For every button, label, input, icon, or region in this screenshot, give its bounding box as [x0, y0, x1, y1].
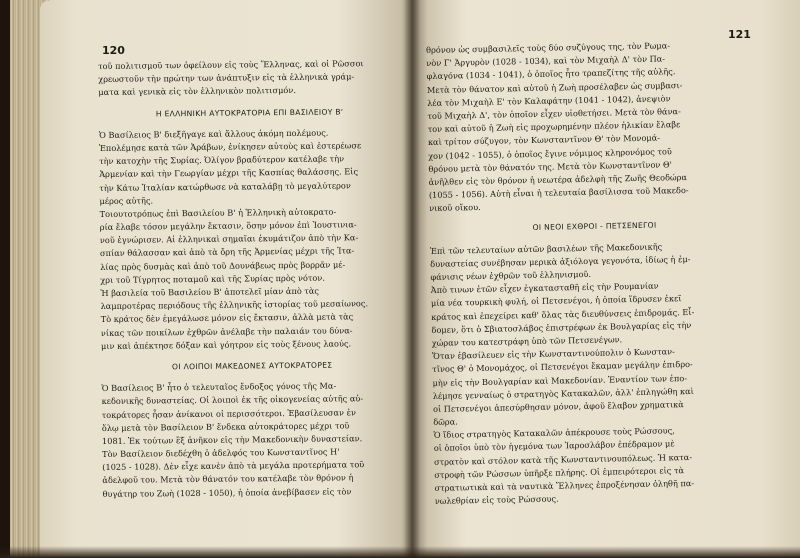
- text-line: νοῦ ἐγνώρισεν. Αἱ ἑλληνικαὶ σημαῖαι ἐκυμάτιζον ἀπὸ τὴν Κα-: [99, 232, 359, 246]
- text-line: φλαγόνα (1034 - 1041), ὁ ὁποῖος ἦτο τραπεζίτης τῆς αὐλῆς.: [426, 66, 676, 82]
- text-line: Ὁ Βασίλειος Β' διεξῆγαγε καὶ ἄλλους ἀκόμη πολέμους.: [98, 127, 329, 140]
- text-line: (1025 - 1028). Δὲν εἶχε κανὲν ἀπὸ τὰ μεγάλα προτερήματα τοῦ: [102, 459, 365, 473]
- bottom-shadow: [0, 546, 800, 558]
- left-page-text: [98, 57, 405, 501]
- text-line: λέα τὸν Μιχαὴλ Ε' τὸν Καλαφάτην (1041 - 1042), ἀνεψιὸν: [427, 93, 671, 108]
- text-line: θρόνον ὡς συμβασιλεῖς τοὺς δύο συζύγους της, τὸν Ρωμα-: [426, 40, 671, 55]
- text-line: Ὁ Βασίλειος Β' ἦτο ὁ τελευταῖος ἔνδοξος γόνος τῆς Μα-: [101, 380, 337, 394]
- text-line: στροφὴ τῶν Ρώσσων ὑπῆρξε πλήρης. Οἱ ἐμπειρότεροι εἰς τὰ: [434, 464, 685, 480]
- text-line: Τὸ κράτος δὲν ἐμεγάλωσε μόνον εἰς ἔκτασιν, ἀλλὰ μετὰ τὰς: [100, 311, 354, 325]
- left-page: [40, 0, 412, 558]
- text-line: Ὅταν ἐβασίλευεν εἰς τὴν Κωνσταντινούπολιν ὁ Κωνσταν-: [431, 346, 675, 362]
- text-line: τὴν Κάτω Ἰταλίαν κατώρθωσε νὰ καταλάβῃ τὸ μεγαλύτερον: [99, 179, 351, 193]
- text-line: φάνισις νέων ἐχθρῶν τοῦ ἑλληνισμοῦ.: [430, 268, 592, 282]
- text-line: ὅλῳ μετὰ τὸν Βασίλειον Β' ἕνδεκα αὐτοκράτορες μέχρι τοῦ: [101, 420, 350, 433]
- text-line: τοκράτορες ἦσαν ἀνίκανοι οἱ περισσότεροι. Ἐβασίλευσαν ἐν: [101, 406, 357, 420]
- right-page-number: 121: [728, 28, 751, 41]
- text-line: μὴν εἰς τὴν Βουλγαρίαν καὶ Μακεδονίαν. Ἐναντίον των ἐπο-: [432, 372, 688, 388]
- text-line: κεδονικῆς δυναστείας. Οἱ λοιποὶ ἐκ τῆς οἰκογενείας αὐτῆς αὐ-: [101, 393, 364, 407]
- text-line: νίκας τῶν ποικίλων ἐχθρῶν ἀνέλαβε τὴν παλαιάν του δύνα-: [100, 324, 353, 338]
- text-line: μιν καὶ ἀπέκτησε δόξαν καὶ γόητρον εἰς τοὺς ξένους λαούς.: [100, 338, 352, 351]
- text-line: τοῦ πολιτισμοῦ των ὀφείλουν εἰς τοὺς Ἕλληνας, καὶ οἱ Ρῶσσοι: [98, 58, 364, 71]
- text-line: νὸν Γ' Ἀργυρὸν (1028 - 1034), καὶ τὸν Μιχαὴλ Δ' τὸν Πα-: [426, 53, 666, 69]
- text-line: (1055 - 1056). Αὐτὴ εἶναι ἡ τελευταία βασίλισσα τοῦ Μακεδο-: [428, 185, 689, 201]
- section-heading: ΟΙ ΝΕΟΙ ΕΧΘΡΟΙ - ΠΕΤΣΕΝΕΓΟΙ: [532, 221, 657, 233]
- text-line: Ἡ βασιλεία τοῦ Βασιλείου Β' ἀποτελεῖ μίαν ἀπὸ τὰς: [100, 285, 320, 298]
- section-heading: ΟΙ ΛΟΙΠΟΙ ΜΑΚΕΔΟΝΕΣ ΑΥΤΟΚΡΑΤΟΡΕΣ: [171, 360, 333, 372]
- text-line: δομεν, ὅτι ὁ Σβιατοσλάβος ἐπιστρέφων ἐκ Βουλγαρίας εἰς τὴν: [431, 319, 692, 335]
- text-line: μία νέα τουρκικὴ φυλή, οἱ Πετσενέγοι, ἡ ὁποία ἵδρυσεν ἐκεῖ: [430, 293, 682, 309]
- text-line: οἱ Πετσενέγοι ἀπεσύρθησαν μόνον, ἀφοῦ ἔλαβον χρηματικὰ: [432, 398, 684, 414]
- text-line: καὶ τρίτον σύζυγον, τὸν Κωνσταντῖνον Θ' τὸν Μονομά-: [427, 132, 661, 148]
- text-line: στρατὸν καὶ στόλον κατὰ τῆς Κωνσταντινουπόλεως. Ἡ κατα-: [433, 451, 693, 467]
- text-line: ρία ἔλαβε τόσον μεγάλην ἔκτασιν, ὅσην μόνον ἐπὶ Ἰουστινια-: [99, 219, 357, 233]
- text-line: τοῦ Μιχαὴλ Δ', τὸν ὁποῖον εἶχεν υἱοθετήσει. Μετὰ τὸν θάνα-: [427, 106, 681, 121]
- text-line: Ἀπὸ τινων ἐτῶν εἶχεν ἐγκατασταθῆ εἰς τὴν Ρουμανίαν: [430, 280, 659, 296]
- text-line: χώραν του κατεστράφη ὑπὸ τῶν Πετσενέγων.: [431, 334, 623, 348]
- text-line: νωλεθρίαν εἰς τοὺς Ρώσσους.: [434, 493, 559, 507]
- text-line: Τὸν Βασίλειον διεδέχθη ὁ ἀδελφός του Κωνσταντῖνος Η': [102, 446, 340, 460]
- text-line: χρι τοῦ Τίγρητος ποταμοῦ καὶ τῆς Συρίας πρὸς νότον.: [100, 272, 325, 285]
- text-line: θρόνου μετὰ τὸν θάνατόν της. Μετὰ τὸν Κωνσταντῖνον Θ': [428, 158, 673, 174]
- text-line: 1081. Ἐκ τούτων ἓξ ἀνῆκον εἰς τὴν Μακεδονικὴν δυναστείαν.: [101, 433, 363, 446]
- text-line: ἀνῆλθεν εἰς τὸν θρόνον ἡ νεωτέρα ἀδελφὴ τῆς Ζωῆς Θεοδώρα: [428, 171, 688, 187]
- text-line: Ἐπολέμησε κατὰ τῶν Ἀράβων, ἐνίκησεν αὐτοὺς καὶ ἐστερέωσε: [98, 140, 362, 153]
- text-line: ματα καὶ γενικὰ εἰς τὸν ἑλληνικὸν πολιτισμόν.: [98, 85, 296, 98]
- text-line: δῶρα.: [433, 416, 458, 427]
- right-page: [412, 0, 800, 558]
- text-line: ἀδελφοῦ του. Μετὰ τὸν θάνατόν του κατέλαβε τὸν θρόνον ἡ: [102, 472, 354, 486]
- text-line: τὴν κατοχὴν τῆς Συρίας. Ὀλίγον βραδύτερον κατέλαβε τὴν: [99, 153, 345, 167]
- text-line: στρατιωτικὰ καὶ τὰ ναυτικὰ Ἕλληνες ἐπροξένησαν ὀληθῆ πα-: [434, 477, 695, 493]
- text-line: Ἀρμενίαν καὶ τὴν Γεωργίαν μέχρι τῆς Κασπίας θαλάσσης. Εἰς: [99, 166, 359, 180]
- text-line: θυγάτηρ του Ζωὴ (1028 - 1050), ἡ ὁποία ἀνεβίβασεν εἰς τὸν: [102, 485, 352, 499]
- text-line: τον καὶ αὐτοῦ ἡ Ζωὴ εἰς προχωρημένην πλέον ἡλικίαν ἔλαβε: [427, 119, 681, 135]
- text-line: χον (1042 - 1055), ὁ ὁποῖος ἔγινε νόμιμος κληρονόμος τοῦ: [428, 145, 672, 161]
- text-line: δυναστείας συνέβησαν μερικὰ ἀξιόλογα γεγονότα, ἰδίως ἡ ἐμ-: [430, 253, 691, 269]
- section-heading: Η ΕΛΛΗΝΙΚΗ ΑΥΤΟΚΡΑΤΟΡΙΑ ΕΠΙ ΒΑΣΙΛΕΙΟΥ Β': [155, 106, 344, 118]
- text-line: οἱ ὁποῖοι ὑπὸ τὸν ἡγεμόνα των Ἰαροσλάβον ἐπέδραμον μὲ: [433, 438, 675, 454]
- right-page-text: [426, 38, 765, 509]
- text-line: Τοιουτοτρόπως ἐπὶ Βασιλείου Β' ἡ Ἑλληνικὴ αὐτοκρατο-: [99, 206, 337, 219]
- text-line: τῖνος Θ' ὁ Μονομάχος, οἱ Πετσενέγοι ἔκαμαν μεγάλην ἐπιδρο-: [432, 359, 693, 375]
- left-page-number: 120: [102, 44, 125, 57]
- text-line: λέμησε γενναίως ὁ στρατηγὸς Κατακαλῶν, ἀλλ' ἐπληγώθη καὶ: [432, 385, 694, 401]
- text-line: Μετὰ τὸν θάνατον καὶ αὐτοῦ ἡ Ζωὴ προσέλαβεν ὡς συμβασι-: [426, 79, 683, 95]
- text-line: χρεωστοῦν τὴν πρώτην των ἀνάπτυξιν εἰς τὰ ἑλληνικὰ γράμ-: [98, 71, 355, 85]
- text-line: κράτος καὶ ἐπεχείρει καθ' ὅλας τὰς διευθύνσεις ἐπιδρομάς. Εἶ-: [431, 306, 695, 322]
- text-line: Ἐπὶ τῶν τελευταίων αὐτῶν βασιλέων τῆς Μακεδονικῆς: [429, 241, 663, 256]
- text-line: λαμπροτέρας περιόδους τῆς ἑλληνικῆς ἱστορίας τοῦ μεσαίωνος.: [100, 298, 369, 312]
- text-line: Ὁ ἴδιος στρατηγὸς Κατακαλῶν ἀπέκρουσε τοὺς Ρώσσους,: [433, 425, 675, 441]
- text-line: νικοῦ οἴκου.: [429, 202, 481, 214]
- text-line: σπίαν θάλασσαν καὶ ἀπὸ τὰ ὄρη τῆς Ἀρμενίας μέχρι τῆς Ἰτα-: [99, 245, 355, 259]
- text-line: λίας πρὸς δυσμὰς καὶ ἀπὸ τοῦ Δουνάβεως πρὸς βορρᾶν μέ-: [100, 259, 346, 272]
- book-gutter: [404, 0, 420, 558]
- text-line: μέρος αὐτῆς.: [99, 195, 154, 206]
